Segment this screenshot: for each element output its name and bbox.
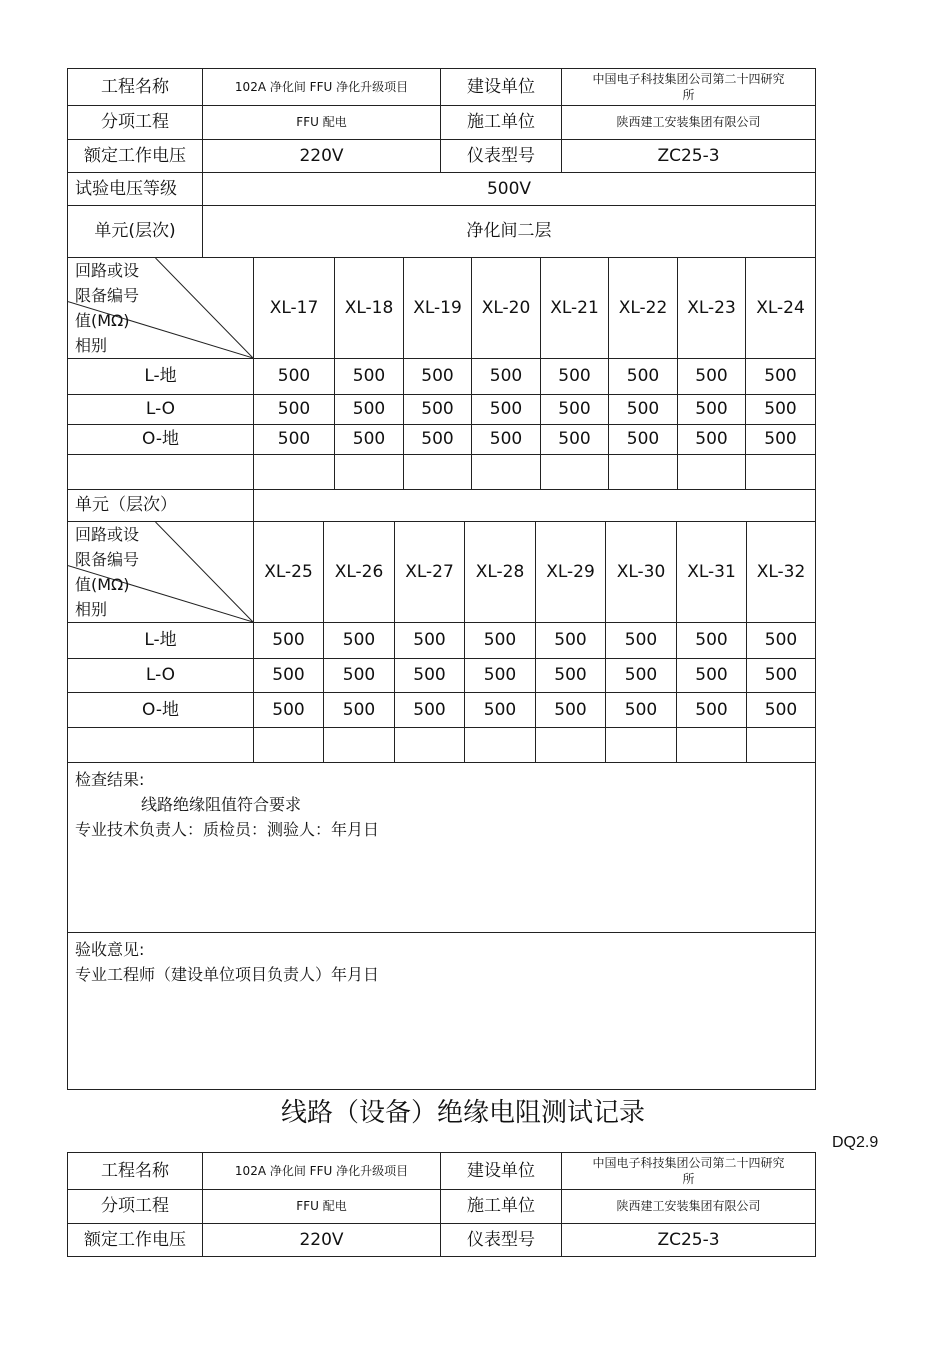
diagonal-header-text: [75, 522, 139, 622]
circuit-header: XL-23: [678, 258, 746, 359]
resistance-value: 500: [404, 395, 472, 425]
resistance-value: 500: [746, 425, 816, 455]
test-voltage-table: [67, 172, 816, 258]
project-name-value: 102A 净化间 FFU 净化升级项目: [203, 1153, 441, 1190]
unit2-value: [254, 490, 816, 522]
test-voltage-label: 试验电压等级: [68, 173, 203, 206]
resistance-value: 500: [747, 623, 816, 659]
owner-label: 建设单位: [441, 1153, 562, 1190]
meter-value: ZC25-3: [562, 1224, 816, 1257]
diag-line: 回路或设: [75, 525, 140, 544]
circuit-header: XL-20: [472, 258, 541, 359]
diag-line: 值(MΩ): [75, 575, 130, 594]
diagonal-header-cell: [68, 522, 254, 623]
project-info-table-2: [67, 1152, 816, 1257]
phase-label: L-O: [68, 395, 254, 425]
acceptance-cell: [68, 933, 816, 1090]
resistance-value: 500: [254, 659, 324, 693]
resistance-value: 500: [335, 425, 404, 455]
rated-voltage-label: 额定工作电压: [68, 140, 203, 173]
resistance-value: 500: [536, 623, 606, 659]
owner-line1: 中国电子科技集团公司第二十四研究: [592, 1156, 785, 1170]
circuit-header: XL-24: [746, 258, 816, 359]
circuit-header: XL-28: [465, 522, 536, 623]
resistance-value: 500: [465, 693, 536, 728]
resistance-value: 500: [677, 659, 747, 693]
resistance-value: 500: [472, 425, 541, 455]
diag-line: 值(MΩ): [75, 311, 130, 330]
resistance-value: 500: [541, 359, 609, 395]
circuit-header: XL-26: [324, 522, 395, 623]
resistance-value: 500: [324, 659, 395, 693]
resistance-value: 500: [395, 659, 465, 693]
resistance-value: 500: [606, 623, 677, 659]
subproject-label: 分项工程: [68, 106, 203, 140]
resistance-value: 500: [465, 659, 536, 693]
subproject-value: FFU 配电: [203, 1190, 441, 1224]
subproject-label: 分项工程: [68, 1190, 203, 1224]
resistance-value: 500: [541, 425, 609, 455]
resistance-value: 500: [678, 425, 746, 455]
resistance-value: 500: [472, 395, 541, 425]
circuit-header: XL-19: [404, 258, 472, 359]
table-row: [68, 659, 816, 693]
circuit-header: XL-21: [541, 258, 609, 359]
circuit-header: XL-27: [395, 522, 465, 623]
resistance-value: 500: [606, 693, 677, 728]
project-name-value: 102A 净化间 FFU 净化升级项目: [203, 69, 441, 106]
circuit-header: XL-17: [254, 258, 335, 359]
check-result-cell: [68, 763, 816, 933]
circuit-header: XL-25: [254, 522, 324, 623]
unit-label: 单元(层次): [68, 206, 203, 258]
circuit-header: XL-30: [606, 522, 677, 623]
contractor-value: 陕西建工安装集团有限公司: [562, 1190, 816, 1224]
form-title: 线路（设备）绝缘电阻测试记录: [280, 1098, 645, 1128]
contractor-label: 施工单位: [441, 106, 562, 140]
signers-line: 专业技术负责人：质检员：测验人：年月日: [75, 820, 380, 839]
phase-label: O-地: [68, 693, 254, 728]
table-row: [68, 359, 816, 395]
phase-label: L-地: [68, 359, 254, 395]
form-code: DQ2.9: [832, 1134, 879, 1151]
meter-value: ZC25-3: [562, 140, 816, 173]
resistance-value: 500: [746, 395, 816, 425]
table-row: [68, 425, 816, 455]
resistance-value: 500: [609, 359, 678, 395]
check-result-text: 线路绝缘阻值符合要求: [141, 795, 302, 814]
resistance-value: 500: [678, 359, 746, 395]
project-name-label: 工程名称: [68, 1153, 203, 1190]
diagonal-header-text: [75, 258, 139, 358]
phase-label: L-地: [68, 623, 254, 659]
resistance-value: 500: [324, 623, 395, 659]
owner-value: [562, 69, 816, 106]
resistance-value: 500: [536, 659, 606, 693]
table-row: [68, 693, 816, 728]
resistance-value: 500: [609, 395, 678, 425]
rated-voltage-label: 额定工作电压: [68, 1224, 203, 1257]
resistance-value: 500: [404, 425, 472, 455]
resistance-value: 500: [254, 359, 335, 395]
circuit-header: XL-22: [609, 258, 678, 359]
contractor-label: 施工单位: [441, 1190, 562, 1224]
resistance-value: 500: [335, 395, 404, 425]
empty-row: [68, 455, 816, 490]
project-name-label: 工程名称: [68, 69, 203, 106]
acceptance-label: 验收意见:: [75, 940, 145, 959]
owner-line2: 所: [682, 88, 695, 102]
circuit-header: XL-31: [677, 522, 747, 623]
resistance-value: 500: [404, 359, 472, 395]
resistance-value: 500: [677, 693, 747, 728]
owner-value: [562, 1153, 816, 1190]
check-result-label: 检查结果:: [75, 770, 145, 789]
unit2-label: 单元（层次）: [68, 490, 254, 522]
rated-voltage-value: 220V: [203, 140, 441, 173]
owner-line1: 中国电子科技集团公司第二十四研究: [592, 72, 785, 86]
resistance-value: 500: [254, 623, 324, 659]
diag-line: 回路或设: [75, 261, 140, 280]
resistance-value: 500: [395, 623, 465, 659]
resistance-value: 500: [609, 425, 678, 455]
resistance-value: 500: [335, 359, 404, 395]
diagonal-header-cell: [68, 258, 254, 359]
resistance-value: 500: [324, 693, 395, 728]
table-row: [68, 623, 816, 659]
subproject-value: FFU 配电: [203, 106, 441, 140]
measurement-table-2: [67, 521, 816, 763]
circuit-header: XL-29: [536, 522, 606, 623]
resistance-value: 500: [606, 659, 677, 693]
circuit-header: XL-32: [747, 522, 816, 623]
resistance-value: 500: [678, 395, 746, 425]
test-voltage-value: 500V: [203, 173, 816, 206]
phase-label: L-O: [68, 659, 254, 693]
owner-line2: 所: [682, 1172, 695, 1186]
diag-line: 限备编号: [75, 550, 140, 569]
diag-line: 相别: [75, 600, 108, 619]
contractor-value: 陕西建工安装集团有限公司: [562, 106, 816, 140]
project-info-table: [67, 68, 816, 173]
resistance-value: 500: [747, 693, 816, 728]
meter-label: 仪表型号: [441, 1224, 562, 1257]
resistance-value: 500: [254, 425, 335, 455]
resistance-value: 500: [472, 359, 541, 395]
rated-voltage-value: 220V: [203, 1224, 441, 1257]
meter-label: 仪表型号: [441, 140, 562, 173]
resistance-value: 500: [254, 395, 335, 425]
diag-line: 限备编号: [75, 286, 140, 305]
resistance-value: 500: [747, 659, 816, 693]
resistance-value: 500: [395, 693, 465, 728]
owner-label: 建设单位: [441, 69, 562, 106]
resistance-value: 500: [536, 693, 606, 728]
resistance-value: 500: [746, 359, 816, 395]
diag-line: 相别: [75, 336, 108, 355]
empty-row: [68, 728, 816, 763]
resistance-value: 500: [541, 395, 609, 425]
acceptance-signer: 专业工程师（建设单位项目负责人）年月日: [75, 965, 380, 984]
phase-label: O-地: [68, 425, 254, 455]
measurement-table-1: [67, 257, 816, 522]
resistance-value: 500: [465, 623, 536, 659]
circuit-header: XL-18: [335, 258, 404, 359]
resistance-value: 500: [677, 623, 747, 659]
notes-table: [67, 762, 816, 1090]
resistance-value: 500: [254, 693, 324, 728]
unit-value: 净化间二层: [203, 206, 816, 258]
table-row: [68, 395, 816, 425]
